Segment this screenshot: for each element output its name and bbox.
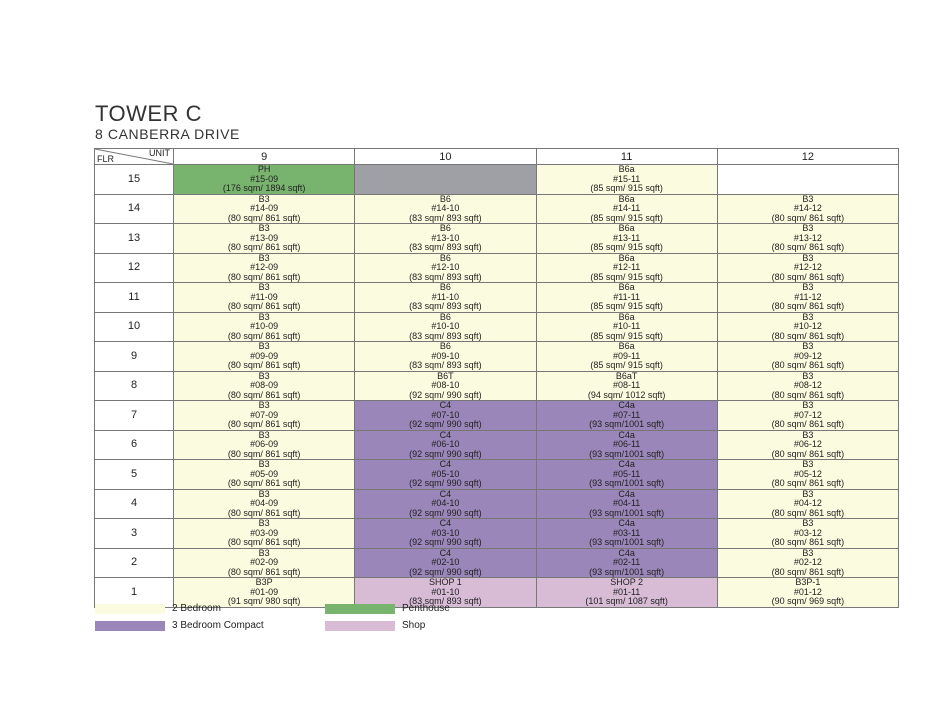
unit-cell	[717, 578, 898, 608]
unit-type: C4	[439, 547, 452, 558]
unit-number: #05-09	[250, 468, 279, 479]
floor-row	[95, 224, 899, 254]
unit-type: C4	[439, 429, 452, 440]
floor-number: 14	[95, 194, 174, 224]
legend	[95, 603, 595, 633]
unit-type: B3	[258, 400, 270, 410]
legend-label: Penthouse	[402, 603, 450, 614]
unit-type: C4a	[618, 459, 635, 469]
floor-row	[95, 194, 899, 224]
unit-type: B6a	[618, 223, 635, 233]
unit-number: #03-10	[431, 527, 460, 538]
unit-area: (92 sqm/ 990 sqft)	[409, 478, 482, 488]
unit-area: (80 sqm/ 861 sqft)	[771, 419, 845, 429]
unit-number: #09-12	[793, 350, 822, 361]
unit-area: (80 sqm/ 861 sqft)	[771, 360, 845, 370]
legend-label: Shop	[402, 620, 426, 631]
unit-type: SHOP 1	[428, 577, 462, 587]
floor-number: 5	[95, 460, 174, 490]
unit-cell	[717, 489, 898, 519]
unit-number: #11-12	[794, 291, 822, 302]
unit-area: (83 sqm/ 893 sqft)	[409, 271, 482, 282]
unit-area: (80 sqm/ 861 sqft)	[227, 478, 301, 488]
unit-type: B3	[258, 282, 270, 292]
unit-type: B3	[802, 370, 814, 381]
unit-area: (80 sqm/ 861 sqft)	[227, 566, 301, 577]
unit-type: B3	[258, 341, 270, 351]
unit-number: #11-09	[250, 291, 278, 302]
unit-cell	[174, 253, 355, 283]
unit-number: #08-12	[793, 380, 822, 390]
unit-cell	[536, 194, 717, 224]
unit-type: B6a	[618, 282, 635, 292]
unit-area: (83 sqm/ 893 sqft)	[409, 242, 482, 252]
unit-area: (80 sqm/ 861 sqft)	[227, 419, 301, 429]
unit-area: (92 sqm/ 990 sqft)	[409, 448, 482, 459]
unit-header: 12	[717, 149, 898, 165]
unit-area: (85 sqm/ 915 sqft)	[590, 212, 663, 223]
unit-number: #04-10	[431, 498, 460, 508]
floor-row	[95, 401, 899, 431]
unit-number: #03-12	[793, 527, 822, 538]
unit-type: B6	[439, 252, 451, 263]
unit-number: #06-09	[250, 439, 279, 449]
floor-number: 1	[95, 578, 174, 608]
unit-cell	[536, 253, 717, 283]
page-subtitle: 8 CANBERRA DRIVE	[95, 126, 240, 142]
unit-number: #06-10	[431, 439, 460, 449]
unit-area: (80 sqm/ 861 sqft)	[227, 360, 301, 370]
unit-area: (80 sqm/ 861 sqft)	[771, 212, 845, 223]
unit-number: #13-11	[612, 232, 641, 243]
unit-number: #05-11	[612, 468, 641, 479]
unit-type: B6a	[618, 341, 635, 351]
floor-number: 3	[95, 519, 174, 549]
unit-cell	[536, 342, 717, 372]
unit-type: B3	[258, 429, 270, 440]
unit-type: C4	[439, 459, 452, 469]
unit-cell	[355, 283, 536, 313]
unit-number: #12-10	[431, 262, 460, 272]
legend-swatch	[95, 621, 165, 631]
unit-cell	[536, 460, 717, 490]
floor-row	[95, 548, 899, 578]
unit-area: (80 sqm/ 861 sqft)	[771, 537, 845, 547]
unit-type: B3	[802, 252, 814, 263]
unit-type: B6a	[618, 311, 635, 322]
floor-row	[95, 283, 899, 313]
unit-number: #10-11	[612, 321, 641, 331]
unit-area: (85 sqm/ 915 sqft)	[590, 242, 663, 252]
unit-type: C4a	[618, 400, 635, 410]
unit-number: #03-09	[250, 527, 279, 538]
unit-cell	[174, 342, 355, 372]
unit-type: B3	[802, 193, 814, 204]
unit-number: #06-12	[793, 439, 822, 449]
floor-row	[95, 489, 899, 519]
unit-area: (80 sqm/ 861 sqft)	[227, 389, 301, 400]
unit-area: (93 sqm/1001 sqft)	[589, 448, 665, 459]
unit-area: (80 sqm/ 861 sqft)	[771, 478, 845, 488]
unit-area: (92 sqm/ 990 sqft)	[409, 566, 482, 577]
unit-type: B6a	[618, 252, 635, 263]
legend-swatch	[95, 604, 165, 614]
floor-number: 7	[95, 401, 174, 431]
unit-area: (91 sqm/ 980 sqft)	[227, 596, 301, 606]
floor-row	[95, 519, 899, 549]
unit-cell	[174, 489, 355, 519]
unit-type: B3	[802, 311, 814, 322]
unit-cell	[355, 312, 536, 342]
unit-number: #15-09	[250, 173, 279, 184]
floor-row	[95, 312, 899, 342]
unit-cell	[717, 460, 898, 490]
unit-number: #13-10	[431, 232, 460, 243]
unit-type: B3	[802, 223, 814, 233]
unit-number: #15-11	[612, 173, 641, 184]
unit-cell	[717, 371, 898, 401]
unit-cell	[536, 283, 717, 313]
unit-type: B3	[258, 311, 270, 322]
floor-number: 12	[95, 253, 174, 283]
unit-number: #04-09	[250, 498, 279, 508]
unit-type: B6a	[618, 193, 635, 204]
unit-cell	[536, 519, 717, 549]
unit-cell	[355, 489, 536, 519]
unit-cell	[174, 283, 355, 313]
unit-type: B3	[258, 459, 270, 469]
unit-cell	[174, 401, 355, 431]
unit-type: PH	[257, 164, 271, 174]
unit-number: #14-12	[793, 203, 822, 213]
unit-type: B6	[439, 311, 451, 322]
unit-number: #14-10	[431, 203, 460, 213]
legend-label: 2 Bedroom	[172, 603, 221, 614]
unit-cell	[717, 312, 898, 342]
unit-cell	[355, 371, 536, 401]
unit-type: B3	[258, 547, 270, 558]
unit-type: C4a	[618, 547, 635, 558]
unit-cell	[717, 342, 898, 372]
unit-cell	[355, 194, 536, 224]
unit-type: B3	[802, 459, 814, 469]
unit-area: (83 sqm/ 893 sqft)	[409, 212, 482, 223]
floor-row	[95, 460, 899, 490]
unit-cell	[717, 548, 898, 578]
floor-row	[95, 165, 899, 195]
unit-type: B3	[258, 370, 270, 381]
unit-type: B3	[258, 193, 270, 204]
unit-number: #04-11	[612, 498, 641, 508]
unit-number: #01-11	[612, 586, 641, 597]
legend-label: 3 Bedroom Compact	[172, 620, 264, 631]
unit-cell	[717, 165, 898, 195]
page-title: TOWER C	[95, 101, 202, 126]
floor-number: 6	[95, 430, 174, 460]
unit-area: (80 sqm/ 861 sqft)	[771, 507, 845, 518]
floor-row	[95, 342, 899, 372]
unit-cell	[536, 401, 717, 431]
unit-cell	[355, 519, 536, 549]
corner-header	[95, 149, 174, 165]
unit-cell	[536, 371, 717, 401]
unit-number: #13-12	[793, 232, 822, 243]
unit-area: (85 sqm/ 915 sqft)	[590, 183, 663, 193]
unit-area: (80 sqm/ 861 sqft)	[771, 389, 845, 400]
unit-cell	[717, 401, 898, 431]
unit-area: (92 sqm/ 990 sqft)	[409, 419, 482, 429]
unit-number: #08-09	[250, 380, 279, 390]
unit-cell	[536, 548, 717, 578]
unit-header: 11	[536, 149, 717, 165]
unit-cell	[174, 165, 355, 195]
unit-number: #01-09	[250, 586, 279, 597]
unit-number: #04-12	[793, 498, 822, 508]
unit-number: #13-09	[250, 232, 279, 243]
unit-area: (93 sqm/1001 sqft)	[589, 478, 665, 488]
unit-cell	[536, 224, 717, 254]
unit-area: (80 sqm/ 861 sqft)	[771, 301, 845, 311]
unit-cell	[717, 224, 898, 254]
header-row	[95, 149, 899, 165]
unit-area: (85 sqm/ 915 sqft)	[590, 360, 663, 370]
unit-area: (85 sqm/ 915 sqft)	[590, 271, 663, 282]
unit-cell	[174, 224, 355, 254]
unit-area: (80 sqm/ 861 sqft)	[227, 330, 301, 341]
unit-number: #08-10	[431, 380, 460, 390]
unit-cell	[174, 430, 355, 460]
floor-row	[95, 371, 899, 401]
unit-type: B3	[802, 282, 814, 292]
unit-type: B6	[439, 282, 451, 292]
unit-cell	[355, 165, 536, 195]
unit-cell	[717, 519, 898, 549]
unit-type: B6aT	[615, 370, 638, 381]
unit-area: (80 sqm/ 861 sqft)	[771, 448, 845, 459]
unit-type: C4	[439, 400, 452, 410]
unit-number: #12-12	[793, 262, 822, 272]
unit-number: #10-10	[431, 321, 460, 331]
unit-number: #10-12	[793, 321, 822, 331]
unit-area: (80 sqm/ 861 sqft)	[771, 271, 845, 282]
floor-number: 2	[95, 548, 174, 578]
unit-cell	[174, 371, 355, 401]
legend-swatch	[325, 604, 395, 614]
unit-number: #02-10	[431, 557, 460, 567]
unit-area: (80 sqm/ 861 sqft)	[227, 301, 301, 311]
unit-number: #12-09	[250, 262, 279, 272]
floor-number: 8	[95, 371, 174, 401]
unit-number: #07-10	[431, 409, 460, 420]
unit-cell	[174, 460, 355, 490]
unit-cell	[536, 165, 717, 195]
unit-table-body	[95, 165, 899, 608]
unit-type: B6T	[437, 370, 454, 381]
unit-cell	[355, 224, 536, 254]
unit-area: (93 sqm/1001 sqft)	[589, 419, 665, 429]
unit-area: (92 sqm/ 990 sqft)	[409, 507, 482, 518]
floor-number: 9	[95, 342, 174, 372]
unit-area: (94 sqm/ 1012 sqft)	[587, 389, 666, 400]
unit-number: #05-12	[793, 468, 822, 479]
unit-type: C4a	[618, 429, 635, 440]
legend-swatch	[325, 621, 395, 631]
unit-area: (80 sqm/ 861 sqft)	[227, 507, 301, 518]
unit-number: #09-09	[250, 350, 279, 361]
unit-area: (92 sqm/ 990 sqft)	[409, 537, 482, 547]
unit-cell	[355, 401, 536, 431]
unit-number: #08-11	[612, 380, 641, 390]
unit-cell	[355, 460, 536, 490]
unit-cell	[536, 312, 717, 342]
unit-area: (80 sqm/ 861 sqft)	[227, 537, 301, 547]
unit-type: B6a	[618, 164, 635, 174]
unit-type: B3	[802, 429, 814, 440]
unit-number: #14-11	[612, 203, 641, 213]
unit-area: (90 sqm/ 969 sqft)	[771, 596, 845, 606]
unit-area: (80 sqm/ 861 sqft)	[227, 271, 301, 282]
unit-cell	[174, 519, 355, 549]
unit-header: 9	[174, 149, 355, 165]
unit-header: 10	[355, 149, 536, 165]
unit-area: (93 sqm/1001 sqft)	[589, 537, 665, 547]
floor-number: 10	[95, 312, 174, 342]
unit-type: B3	[802, 400, 814, 410]
unit-type: B6	[439, 341, 451, 351]
unit-area: (83 sqm/ 893 sqft)	[409, 301, 482, 311]
unit-number: #05-10	[431, 468, 460, 479]
floor-number: 13	[95, 224, 174, 254]
unit-area: (80 sqm/ 861 sqft)	[771, 330, 845, 341]
unit-number: #07-12	[793, 409, 822, 420]
unit-number: #09-10	[431, 350, 460, 361]
unit-area: (80 sqm/ 861 sqft)	[771, 566, 845, 577]
unit-area: (83 sqm/ 893 sqft)	[409, 596, 482, 606]
unit-number: #02-11	[612, 557, 641, 567]
unit-number: #07-11	[612, 409, 641, 420]
unit-number: #11-11	[613, 291, 640, 302]
unit-area: (101 sqm/ 1087 sqft)	[585, 596, 668, 606]
unit-type: B6	[439, 223, 451, 233]
unit-number: #09-11	[612, 350, 641, 361]
unit-type: C4	[439, 518, 452, 528]
unit-number: #10-09	[250, 321, 279, 331]
unit-area: (85 sqm/ 915 sqft)	[590, 301, 663, 311]
unit-type: B3	[258, 223, 270, 233]
unit-cell	[355, 548, 536, 578]
unit-cell	[717, 253, 898, 283]
unit-type: B3	[258, 488, 270, 499]
unit-cell	[174, 194, 355, 224]
unit-cell	[536, 430, 717, 460]
unit-type: B3	[258, 252, 270, 263]
floor-number: 4	[95, 489, 174, 519]
unit-number: #12-11	[612, 262, 641, 272]
unit-cell	[536, 489, 717, 519]
unit-type: B3P-1	[795, 577, 821, 587]
floor-row	[95, 253, 899, 283]
unit-area: (83 sqm/ 893 sqft)	[409, 360, 482, 370]
unit-number: #07-09	[250, 409, 279, 420]
unit-type: B3P	[255, 577, 273, 587]
unit-cell	[355, 253, 536, 283]
unit-table	[94, 148, 899, 608]
unit-axis-label: UNIT	[149, 148, 170, 158]
unit-number: #11-10	[431, 291, 460, 302]
unit-type: C4a	[618, 488, 635, 499]
unit-type: C4a	[618, 518, 635, 528]
floor-row	[95, 430, 899, 460]
unit-cell	[355, 430, 536, 460]
unit-cell	[717, 430, 898, 460]
unit-type: B3	[802, 518, 814, 528]
unit-cell	[717, 194, 898, 224]
unit-area: (92 sqm/ 990 sqft)	[409, 389, 482, 400]
unit-type: B3	[258, 518, 270, 528]
unit-cell	[355, 342, 536, 372]
unit-number: #03-11	[612, 527, 641, 538]
unit-type: C4	[439, 488, 452, 499]
floor-number: 11	[95, 283, 174, 313]
unit-number: #06-11	[612, 439, 641, 449]
unit-type: B3	[802, 488, 814, 499]
unit-number: #02-12	[793, 557, 822, 567]
unit-area: (85 sqm/ 915 sqft)	[590, 330, 663, 341]
unit-area: (80 sqm/ 861 sqft)	[227, 212, 301, 223]
unit-type: B6	[439, 193, 451, 204]
unit-type: SHOP 2	[610, 577, 644, 587]
unit-area: (80 sqm/ 861 sqft)	[771, 242, 845, 252]
unit-area: (93 sqm/1001 sqft)	[589, 507, 665, 518]
unit-area: (83 sqm/ 893 sqft)	[409, 330, 482, 341]
floor-number: 15	[95, 165, 174, 195]
unit-area: (93 sqm/1001 sqft)	[589, 566, 665, 577]
unit-number: #14-09	[250, 203, 279, 213]
unit-cell	[717, 283, 898, 313]
unit-number: #02-09	[250, 557, 279, 567]
floor-axis-label: FLR	[97, 154, 115, 164]
unit-area: (80 sqm/ 861 sqft)	[227, 242, 301, 252]
unit-area: (176 sqm/ 1894 sqft)	[222, 183, 306, 193]
unit-type: B3	[802, 547, 814, 558]
unit-number: #01-10	[431, 586, 460, 597]
unit-number: #01-12	[793, 586, 822, 597]
unit-area: (80 sqm/ 861 sqft)	[227, 448, 301, 459]
unit-cell	[174, 548, 355, 578]
unit-type: B3	[802, 341, 814, 351]
unit-cell	[174, 312, 355, 342]
